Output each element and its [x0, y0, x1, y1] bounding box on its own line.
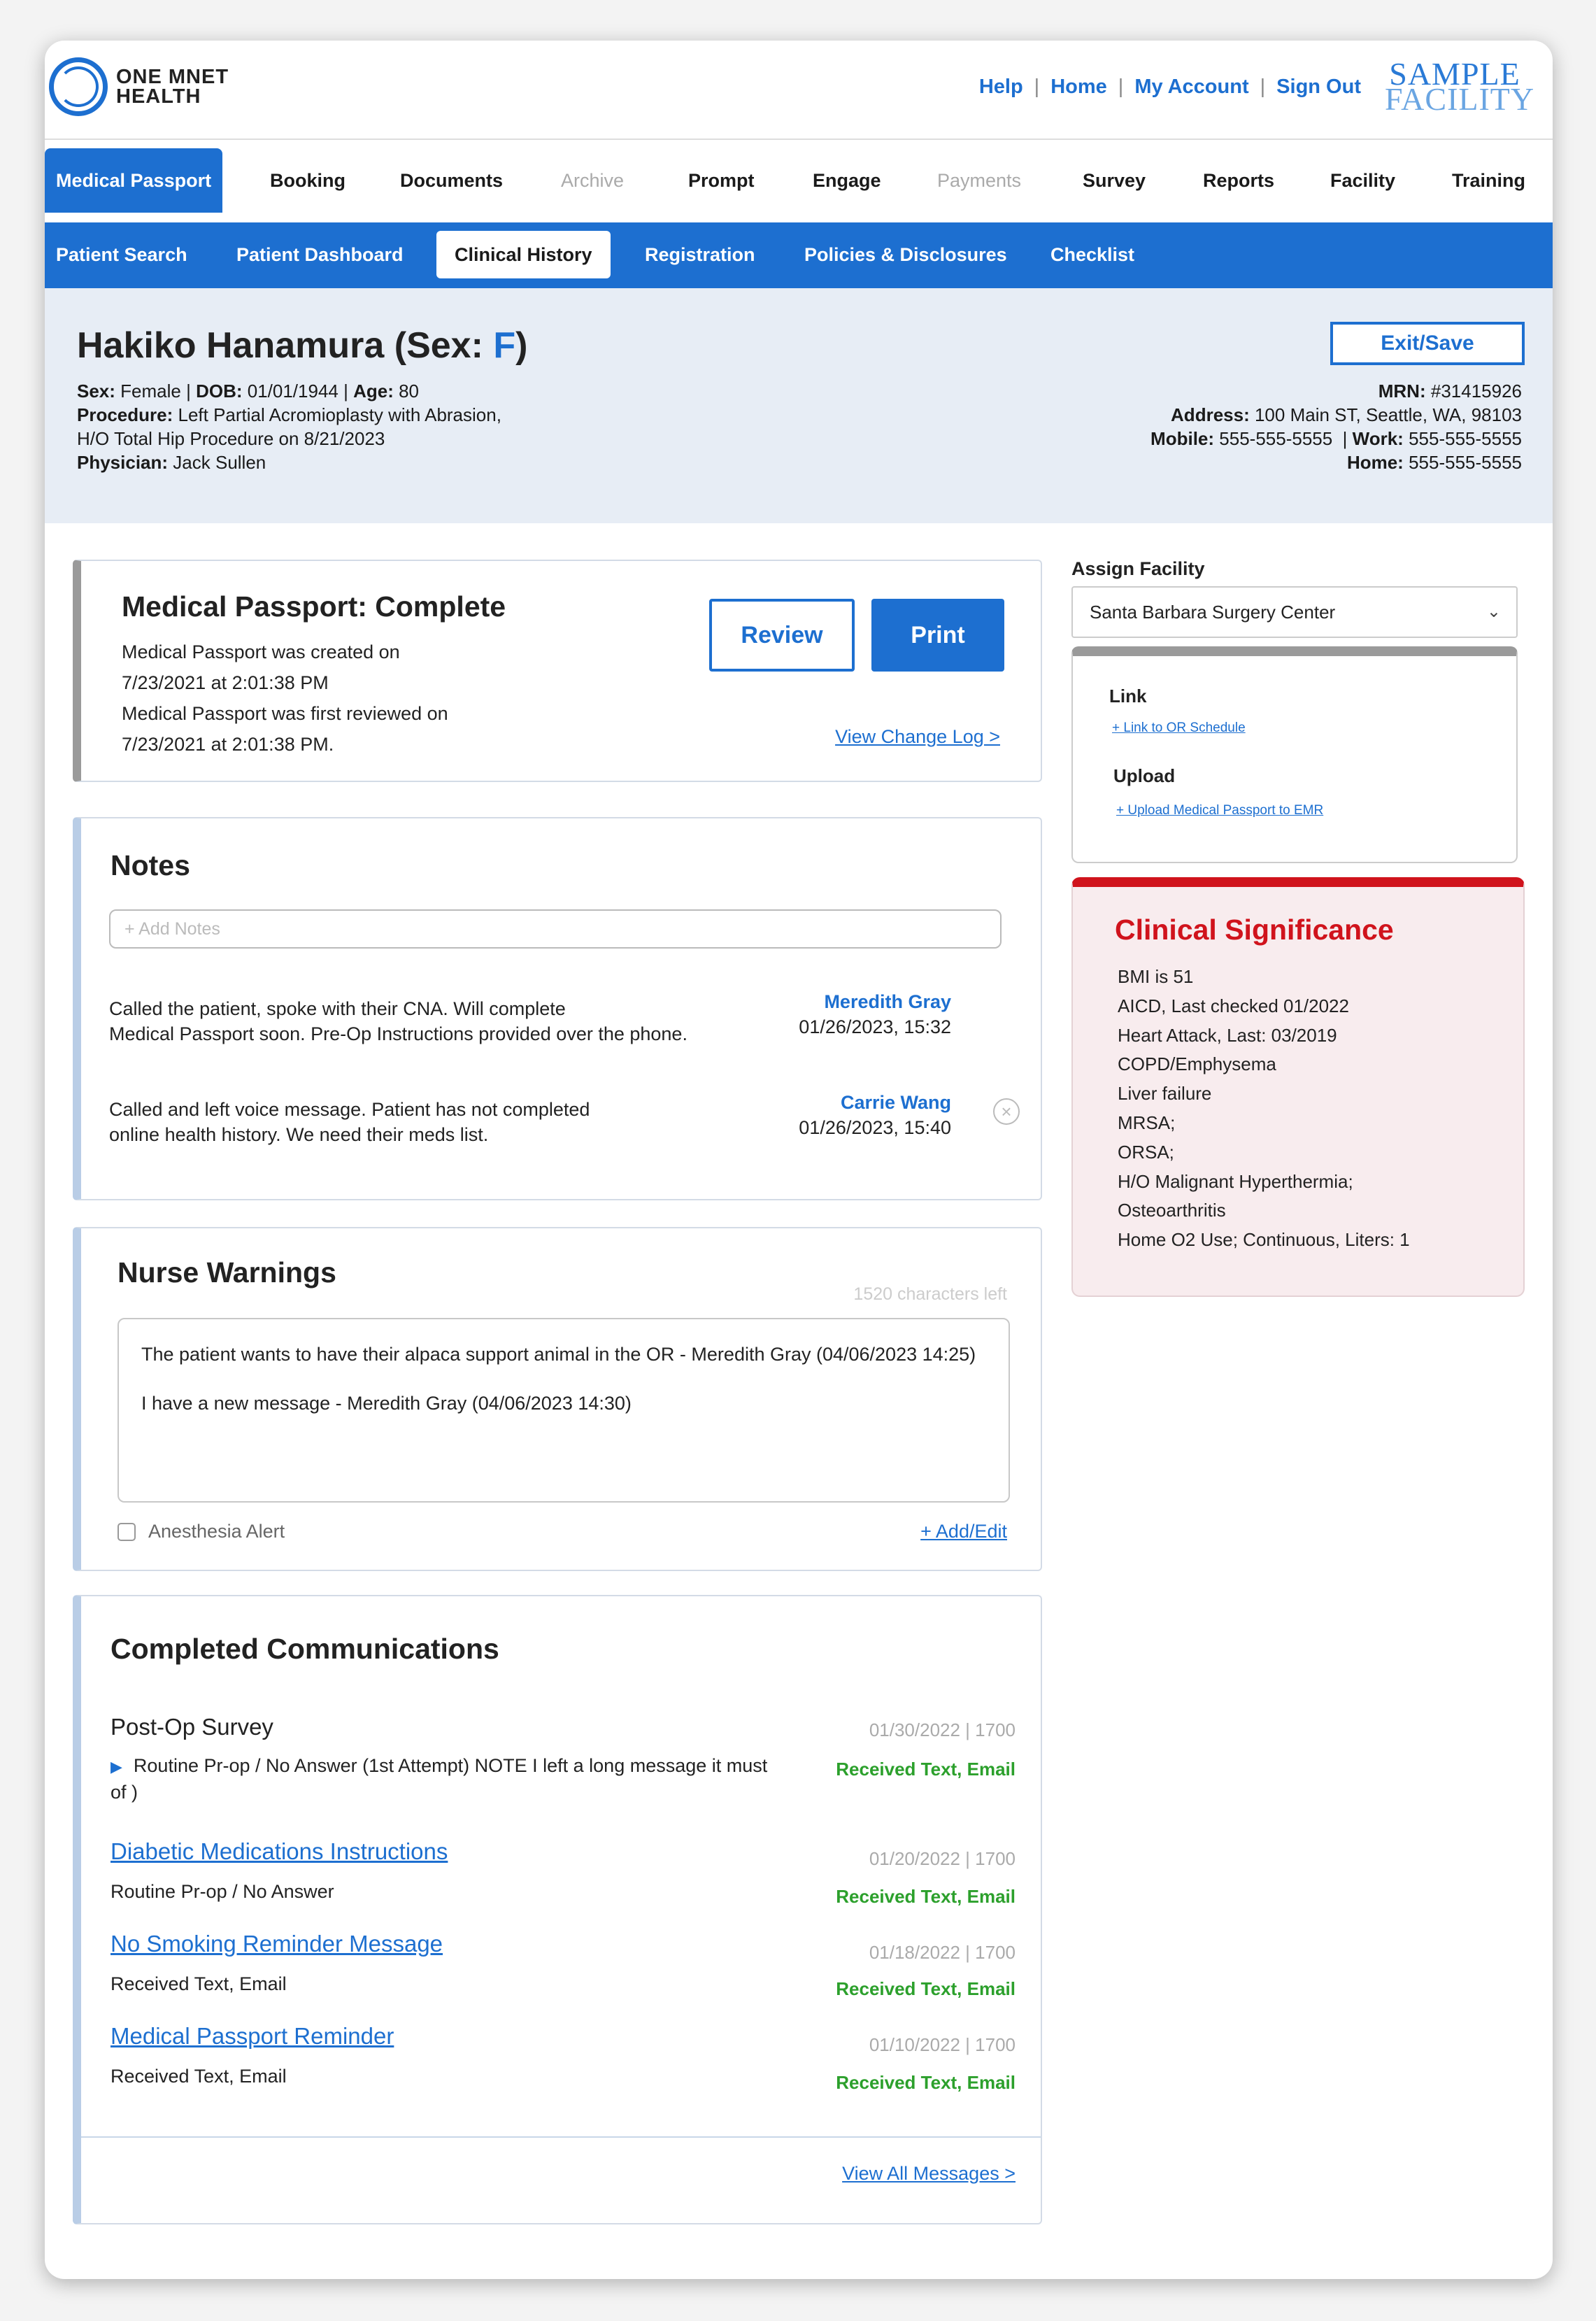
- add-edit-link[interactable]: + Add/Edit: [920, 1521, 1007, 1542]
- physician-label: Physician:: [77, 452, 169, 473]
- patient-banner: [45, 288, 1553, 523]
- link-upload-panel: [1071, 646, 1518, 863]
- warning-entry: I have a new message - Meredith Gray (04/06/2023 14:30): [141, 1393, 632, 1414]
- nav-documents[interactable]: Documents: [400, 170, 504, 191]
- mrn-value: #31415926: [1430, 381, 1522, 402]
- patient-name: Hakiko Hanamura: [77, 325, 385, 366]
- sign-out-link[interactable]: Sign Out: [1276, 76, 1361, 98]
- add-notes-input[interactable]: + Add Notes: [109, 909, 1002, 949]
- clinical-item: H/O Malignant Hyperthermia;: [1118, 1170, 1353, 1192]
- sex-value: Female: [120, 381, 181, 402]
- communication-title: Post-Op Survey: [111, 1714, 273, 1740]
- view-all-messages-link[interactable]: View All Messages >: [842, 2163, 1016, 2184]
- address-value: 100 Main ST, Seattle, WA, 98103: [1254, 404, 1522, 425]
- mobile-label: Mobile:: [1150, 428, 1215, 449]
- review-button[interactable]: Review: [709, 599, 855, 672]
- clinical-item: AICD, Last checked 01/2022: [1118, 995, 1349, 1016]
- clinical-significance-list: [1118, 963, 1410, 1255]
- upload-medical-passport-to-emr[interactable]: + Upload Medical Passport to EMR: [1116, 803, 1324, 818]
- nurse-warnings-textarea[interactable]: [117, 1318, 1010, 1503]
- mrn-label: MRN:: [1378, 381, 1426, 402]
- home-value: 555-555-5555: [1409, 452, 1522, 473]
- subnav-checklist[interactable]: Checklist: [1050, 244, 1135, 265]
- communication-date: 01/20/2022 | 1700: [869, 1848, 1016, 1869]
- home-link[interactable]: Home: [1050, 76, 1107, 98]
- logo-line-2: HEALTH: [116, 85, 201, 108]
- subnav-patient-dashboard[interactable]: Patient Dashboard: [236, 244, 404, 265]
- anesthesia-alert[interactable]: [117, 1521, 285, 1542]
- logo-line-1: ONE MNET: [116, 66, 229, 88]
- facility-logo-line-1: SAMPLE: [1389, 56, 1520, 92]
- medical-passport-card: [73, 560, 1042, 782]
- help-link[interactable]: Help: [978, 76, 1023, 98]
- nav-training[interactable]: Training: [1452, 170, 1526, 191]
- nav-archive: Archive: [561, 170, 625, 191]
- nav-medical-passport[interactable]: Medical Passport: [45, 148, 222, 213]
- upload-label: Upload: [1113, 765, 1176, 786]
- communication-title-link[interactable]: Medical Passport Reminder: [111, 2023, 394, 2049]
- print-button[interactable]: Print: [871, 599, 1004, 672]
- communication-date: 01/30/2022 | 1700: [869, 1719, 1016, 1740]
- sex-letter: F: [493, 325, 516, 366]
- dob-label: DOB:: [196, 381, 243, 402]
- mp-line: Medical Passport was first reviewed on: [122, 703, 448, 724]
- procedure-label: Procedure:: [77, 404, 173, 425]
- note-author[interactable]: Meredith Gray: [824, 991, 951, 1012]
- link-to-or-schedule[interactable]: + Link to OR Schedule: [1112, 721, 1246, 735]
- notes-title: Notes: [111, 849, 190, 881]
- note-text: [109, 1097, 590, 1147]
- communication-subtitle[interactable]: [111, 1753, 768, 1805]
- clinical-significance-panel: [1071, 877, 1525, 1297]
- note-meta: [799, 1090, 951, 1140]
- medical-passport-status: [122, 637, 448, 760]
- exit-save-button[interactable]: Exit/Save: [1330, 322, 1525, 365]
- subnav-registration[interactable]: Registration: [645, 244, 755, 265]
- assign-facility-value: Santa Barbara Surgery Center: [1090, 602, 1336, 623]
- dob-value: 01/01/1944: [247, 381, 339, 402]
- clinical-item: Home O2 Use; Continuous, Liters: 1: [1118, 1229, 1410, 1251]
- note-author[interactable]: Carrie Wang: [840, 1092, 951, 1113]
- sub-nav: [45, 222, 1553, 288]
- mobile-value: 555-555-5555: [1219, 428, 1333, 449]
- chevron-down-icon: ⌄: [1486, 602, 1501, 621]
- note-timestamp: 01/26/2023, 15:40: [799, 1117, 951, 1138]
- characters-left-counter: 1520 characters left: [853, 1284, 1007, 1304]
- address-label: Address:: [1171, 404, 1250, 425]
- communication-status: Received Text, Email: [836, 1886, 1016, 1907]
- communication-status: Received Text, Email: [836, 2072, 1016, 2093]
- procedure-line-2: H/O Total Hip Procedure on 8/21/2023: [77, 428, 385, 449]
- nav-facility[interactable]: Facility: [1330, 170, 1396, 191]
- communication-date: 01/10/2022 | 1700: [869, 2034, 1016, 2055]
- nav-payments: Payments: [937, 170, 1022, 191]
- separator: |: [1260, 76, 1266, 98]
- sex-suffix: ): [515, 325, 528, 366]
- subnav-patient-search[interactable]: Patient Search: [56, 244, 187, 265]
- completed-communications-title: Completed Communications: [111, 1633, 499, 1665]
- procedure-line-1: Left Partial Acromioplasty with Abrasion,: [178, 404, 501, 425]
- communication-date: 01/18/2022 | 1700: [869, 1942, 1016, 1963]
- facility-logo-line-2: FACILITY: [1385, 81, 1535, 117]
- note-line: Medical Passport soon. Pre-Op Instructions provided over the phone.: [109, 1023, 687, 1044]
- communication-subtitle: Received Text, Email: [111, 2066, 287, 2087]
- mp-line: 7/23/2021 at 2:01:38 PM.: [122, 734, 334, 755]
- communication-subtitle: Routine Pr-op / No Answer: [111, 1881, 334, 1902]
- clinical-significance-title: Clinical Significance: [1115, 914, 1394, 946]
- expand-arrow-icon[interactable]: ▶: [111, 1758, 122, 1775]
- patient-details-left: Sex: Female | DOB: 01/01/1944 | Age: 80 Procedure: Left Partial Acromioplasty with Abrasion, H/O Total Hip Procedure on 8/21/2023 Physician: Jack Sullen: [77, 381, 501, 473]
- physician-value: Jack Sullen: [173, 452, 266, 473]
- note-meta: [799, 989, 951, 1039]
- nav-prompt[interactable]: Prompt: [688, 170, 755, 191]
- clinical-item: COPD/Emphysema: [1118, 1053, 1276, 1075]
- warning-entry: The patient wants to have their alpaca support animal in the OR - Meredith Gray (04/06/2023 14:25): [141, 1344, 976, 1365]
- note-line: online health history. We need their meds list.: [109, 1124, 489, 1145]
- age-label: Age:: [353, 381, 394, 402]
- subnav-policies-disclosures[interactable]: Policies & Disclosures: [804, 244, 1007, 265]
- clinical-item: ORSA;: [1118, 1141, 1174, 1163]
- divider: [81, 2136, 1041, 2138]
- communication-title-link[interactable]: No Smoking Reminder Message: [111, 1931, 443, 1957]
- note-timestamp: 01/26/2023, 15:32: [799, 1016, 951, 1037]
- onemnet-ring-icon: [49, 57, 108, 116]
- mp-line: Medical Passport was created on: [122, 641, 400, 662]
- nav-reports[interactable]: Reports: [1203, 170, 1275, 191]
- communication-title-link[interactable]: Diabetic Medications Instructions: [111, 1838, 448, 1864]
- clinical-item: Liver failure: [1118, 1083, 1212, 1105]
- mp-line: 7/23/2021 at 2:01:38 PM: [122, 672, 329, 693]
- separator: |: [1034, 76, 1040, 98]
- app-window: [45, 41, 1553, 2279]
- delete-note-icon[interactable]: ×: [993, 1098, 1020, 1125]
- work-value: 555-555-5555: [1409, 428, 1522, 449]
- medical-passport-title: Medical Passport: Complete: [122, 590, 506, 623]
- note-line: Called and left voice message. Patient has not completed: [109, 1099, 590, 1120]
- anesthesia-alert-label: Anesthesia Alert: [148, 1521, 285, 1542]
- note-text: [109, 996, 687, 1046]
- top-header: [45, 41, 1553, 140]
- nav-survey[interactable]: Survey: [1083, 170, 1146, 191]
- patient-name-heading: [77, 325, 527, 367]
- nurse-warnings-card: [73, 1227, 1042, 1571]
- note-line: Called the patient, spoke with their CNA. Will complete: [109, 998, 566, 1019]
- sample-facility-logo: [1385, 56, 1535, 117]
- communication-subtitle: Received Text, Email: [111, 1973, 287, 1994]
- clinical-item: Heart Attack, Last: 03/2019: [1118, 1024, 1337, 1046]
- clinical-item: MRSA;: [1118, 1112, 1176, 1133]
- top-links: [979, 76, 1361, 99]
- nav-engage[interactable]: Engage: [813, 170, 881, 191]
- communication-subtitle-text: Routine Pr-op / No Answer (1st Attempt) NOTE I left a long message it must of ): [111, 1755, 768, 1803]
- sex-prefix: (Sex:: [394, 325, 494, 366]
- subnav-clinical-history[interactable]: Clinical History: [436, 231, 611, 278]
- main-nav: [45, 148, 1553, 213]
- age-value: 80: [399, 381, 420, 402]
- communication-status: Received Text, Email: [836, 1759, 1016, 1780]
- nurse-warnings-title: Nurse Warnings: [117, 1256, 336, 1289]
- separator: |: [1118, 76, 1124, 98]
- work-label: Work:: [1352, 428, 1404, 449]
- clinical-item: Osteoarthritis: [1118, 1200, 1226, 1221]
- my-account-link[interactable]: My Account: [1134, 76, 1249, 98]
- notes-card: [73, 817, 1042, 1200]
- link-label: Link: [1109, 686, 1147, 707]
- communication-status: Received Text, Email: [836, 1978, 1016, 1999]
- view-change-log-link[interactable]: View Change Log >: [835, 726, 1000, 747]
- nav-booking[interactable]: Booking: [270, 170, 345, 191]
- clinical-item: BMI is 51: [1118, 966, 1194, 987]
- assign-facility-label: Assign Facility: [1071, 558, 1205, 579]
- sex-label: Sex:: [77, 381, 115, 402]
- completed-communications-card: [73, 1595, 1042, 2224]
- assign-facility-select[interactable]: [1071, 586, 1518, 638]
- onemnet-logo[interactable]: [49, 57, 229, 116]
- anesthesia-alert-checkbox[interactable]: [117, 1523, 136, 1541]
- patient-details-right: MRN: #31415926 Address: 100 Main ST, Seattle, WA, 98103 Mobile: 555-555-5555 | Work: 555-555-5555 Home: 555-555-5555: [1150, 381, 1522, 473]
- home-label: Home:: [1346, 452, 1404, 473]
